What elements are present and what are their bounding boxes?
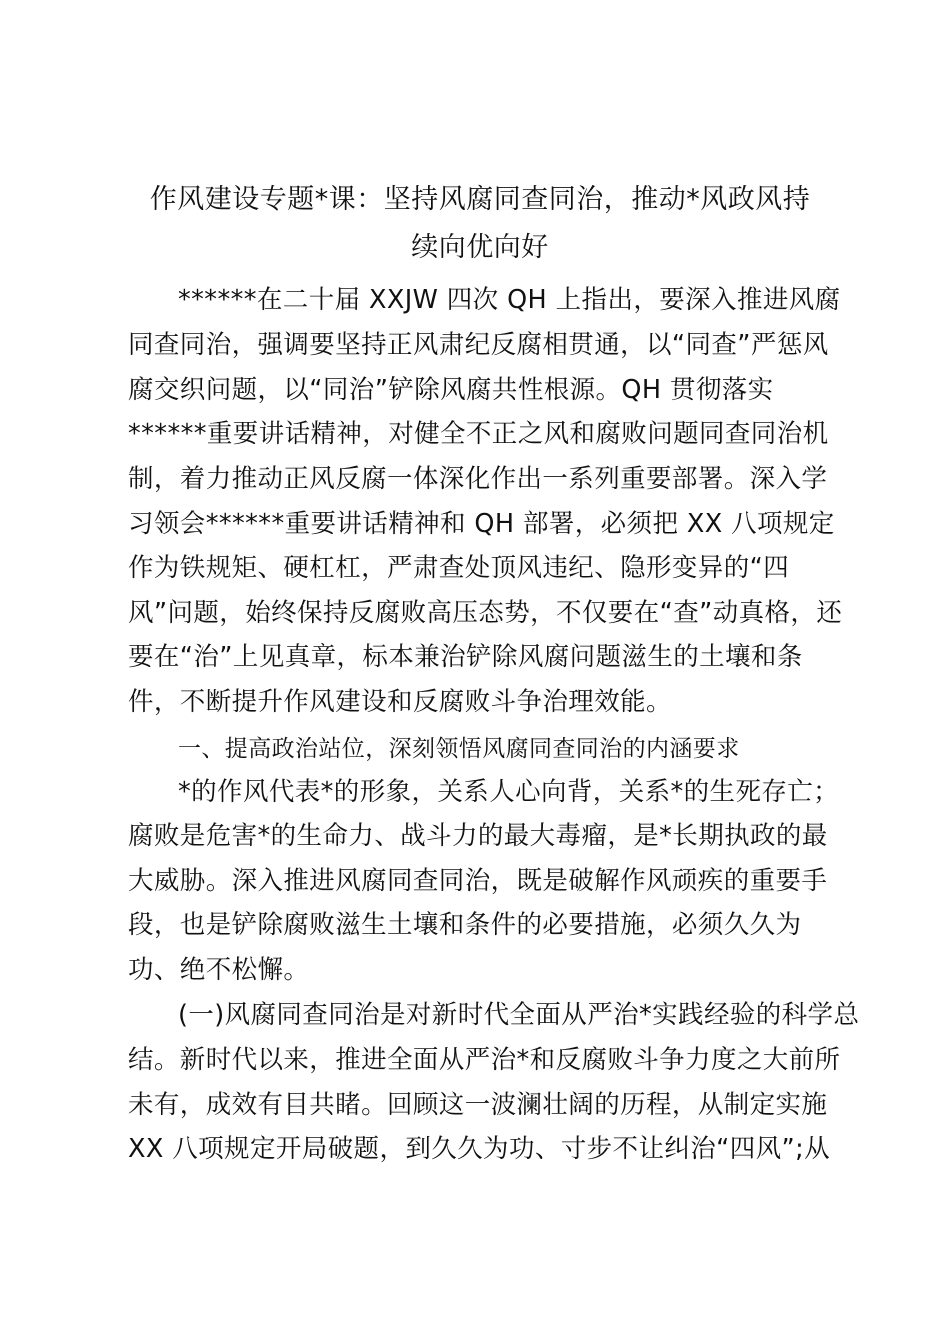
intro-line-4: ******重要讲话精神，对健全不正之风和腐败问题同查同治机 [128,419,829,449]
intro-line-3: 腐交织问题，以“同治”铲除风腐共性根源。QH 贯彻落实 [128,375,774,405]
subsection-line-4: XX 八项规定开局破题，到久久为功、寸步不让纠治“四风”;从 [128,1134,831,1164]
intro-line-6: 习领会******重要讲话精神和 QH 部署，必须把 XX 八项规定 [128,509,835,539]
subsection-line-2: 结。新时代以来，推进全面从严治*和反腐败斗争力度之大前所 [128,1045,841,1075]
subsection-line-1: (一)风腐同查同治是对新时代全面从严治*实践经验的科学总 [178,1000,860,1030]
section-para-line-4: 段，也是铲除腐败滋生土壤和条件的必要措施，必须久久为 [128,910,802,940]
intro-line-2: 同查同治，强调要坚持正风肃纪反腐相贯通，以“同查”严惩风 [128,330,829,360]
section-para-line-5: 功、绝不松懈。 [128,955,310,985]
section-para-line-1: *的作风代表*的形象，关系人心向背，关系*的生死存亡； [178,777,840,807]
subsection-line-3: 未有，成效有目共睹。回顾这一波澜壮阔的历程，从制定实施 [128,1090,828,1120]
section-para-line-2: 腐败是危害*的生命力、战斗力的最大毒瘤，是*长期执政的最 [128,821,828,851]
intro-line-8: 风”问题，始终保持反腐败高压态势，不仅要在“查”动真格，还 [128,598,843,628]
document-title-line-2: 续向优向好 [411,232,549,263]
document-title-line-1: 作风建设专题*课：坚持风腐同查同治，推动*风政风持 [149,184,811,215]
intro-line-10: 件，不断提升作风建设和反腐败斗争治理效能。 [128,687,672,717]
intro-line-1: ******在二十届 XXJW 四次 QH 上指出，要深入推进风腐 [178,285,841,315]
section-heading-1: 一、提高政治站位，深刻领悟风腐同查同治的内涵要求 [178,736,740,762]
intro-line-9: 要在“治”上见真章，标本兼治铲除风腐问题滋生的土壤和条 [128,642,803,672]
intro-line-7: 作为铁规矩、硬杠杠，严肃查处顶风违纪、隐形变异的“四 [128,553,790,583]
intro-line-5: 制，着力推动正风反腐一体深化作出一系列重要部署。深入学 [128,464,828,494]
section-para-line-3: 大威胁。深入推进风腐同查同治，既是破解作风顽疾的重要手 [128,866,828,896]
